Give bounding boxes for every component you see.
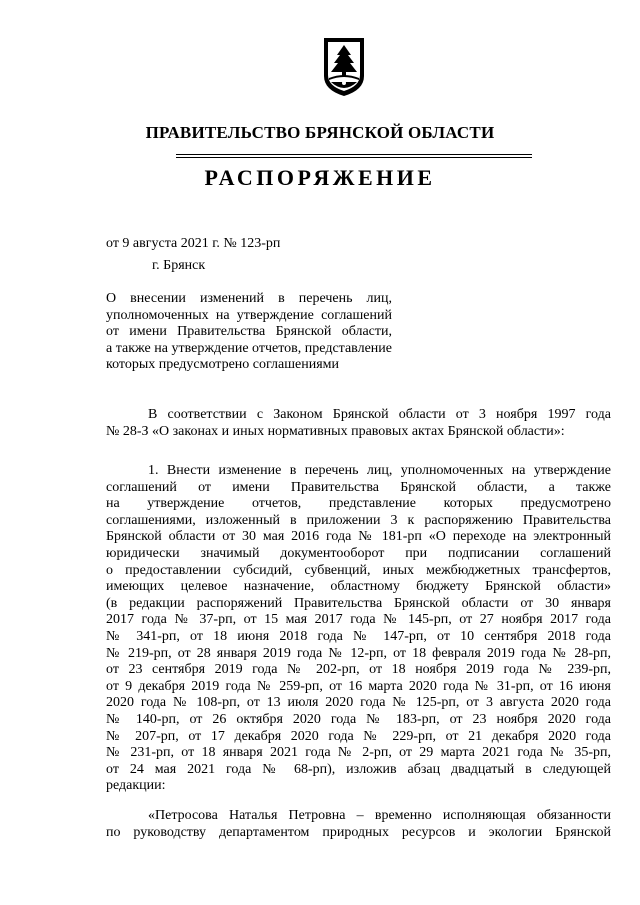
- subject-line: а также на утверждение отчетов, представление: [106, 340, 392, 356]
- body-line: от 23 сентября 2019 года № 202-рп, от 18 ноября 2019 года № 239-рп,: [106, 662, 611, 678]
- document-type-title: РАСПОРЯЖЕНИЕ: [204, 165, 436, 190]
- government-title: ПРАВИТЕЛЬСТВО БРЯНСКОЙ ОБЛАСТИ: [145, 123, 495, 142]
- body-line: № 219-рп, от 28 января 2019 года № 12-рп, от 18 февраля 2019 года № 28-рп,: [106, 645, 611, 661]
- body-line: № 231-рп, от 18 января 2021 года № 2-рп, от 29 марта 2021 года № 35-рп,: [106, 745, 611, 761]
- body-line: о предоставлении субсидий, субвенций, иных межбюджетных трансфертов,: [106, 562, 611, 578]
- coat-of-arms-emblem: [322, 36, 366, 98]
- document-subject: [106, 290, 392, 373]
- subject-line: О внесении изменений в перечень лиц,: [106, 291, 392, 306]
- body-line: (в редакции распоряжений Правительства Брянской области от 30 января: [106, 595, 611, 611]
- body-line: на утверждение отчетов, представление которых предусмотрено: [106, 496, 611, 512]
- subject-line: от имени Правительства Брянской области,: [106, 324, 392, 340]
- body-line: соглашений от имени Правительства Брянской области, а также: [106, 479, 611, 495]
- body-line: «Петросова Наталья Петровна – временно исполняющая обязанности: [148, 808, 611, 823]
- document-city: г. Брянск: [152, 258, 206, 273]
- body-line: № 28-З «О законах и иных нормативных правовых актах Брянской области»:: [106, 423, 565, 439]
- body-line: 1. Внести изменение в перечень лиц, уполномоченных на утверждение: [148, 463, 611, 478]
- body-line: от 24 мая 2021 года № 68-рп), изложив абзац двадцатый в следующей: [106, 761, 611, 777]
- body-line: редакции:: [106, 778, 166, 794]
- item-1-paragraph: [106, 463, 611, 795]
- body-line: от 9 декабря 2019 года № 259-рп, от 16 марта 2020 года № 31-рп, от 16 июня: [106, 678, 611, 694]
- quoted-text-paragraph: [106, 808, 611, 841]
- body-line: по руководству департаментом природных ресурсов и экологии Брянской: [106, 824, 611, 840]
- subject-line: уполномоченных на утверждение соглашений: [106, 307, 392, 323]
- preamble-paragraph: [106, 407, 611, 440]
- body-line: В соответствии с Законом Брянской области от 3 ноября 1997 года: [148, 407, 611, 422]
- body-line: 2017 года № 37-рп, от 15 мая 2017 года № 145-рп, от 27 ноября 2017 года: [106, 612, 611, 628]
- body-line: 2020 года № 108-рп, от 13 июля 2020 года № 125-рп, от 3 августа 2020 года: [106, 695, 611, 711]
- header-divider-bottom: [176, 157, 532, 158]
- subject-line: которых предусмотрено соглашениями: [106, 357, 339, 373]
- body-line: № 207-рп, от 17 декабря 2020 года № 229-рп, от 21 декабря 2020 года: [106, 728, 611, 744]
- body-line: соглашениями, изложенный в приложении 3 к распоряжению Правительства: [106, 512, 611, 528]
- document-date-number: от 9 августа 2021 г. № 123-рп: [106, 236, 281, 251]
- header-divider-top: [176, 154, 532, 155]
- body-line: № 140-рп, от 26 октября 2020 года № 183-рп, от 23 ноября 2020 года: [106, 711, 611, 727]
- body-line: имеющих целевое назначение, областному бюджету Брянской области»: [106, 579, 611, 595]
- body-line: Брянской области от 30 мая 2016 года № 181-рп «О переходе на электронный: [106, 529, 611, 545]
- body-line: № 341-рп, от 18 июня 2018 года № 147-рп, от 10 сентября 2018 года: [106, 628, 611, 644]
- body-line: юридически значимый документооборот при подписании соглашений: [106, 545, 611, 561]
